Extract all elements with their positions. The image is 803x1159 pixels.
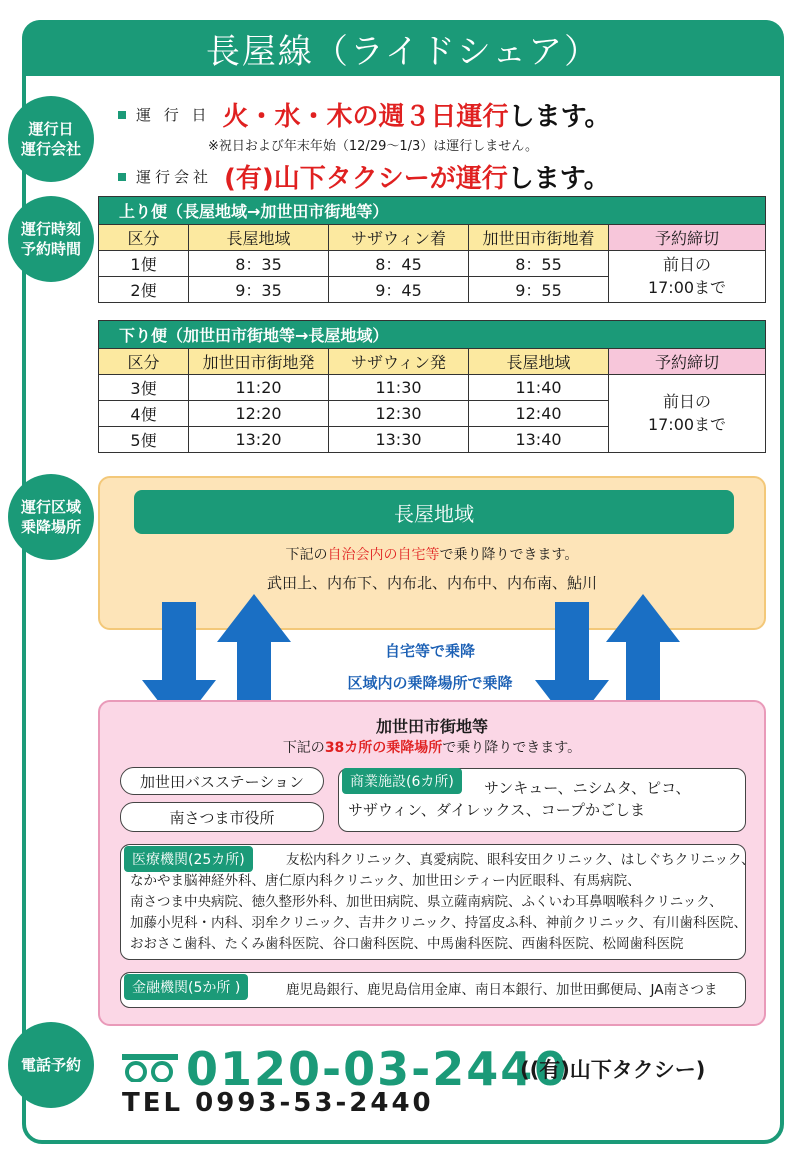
table-header: 加世田市街地発 (189, 349, 329, 375)
badge-times-line2: 予約時間 (20, 240, 81, 258)
table-header: 予約締切 (609, 225, 766, 251)
table-cell: 2便 (99, 277, 189, 303)
city-hall: 南さつま市役所 (120, 802, 324, 832)
day-value-red: 火・水・木の週３日運行 (222, 102, 509, 132)
badge-area-line1: 運行区域 (20, 497, 81, 516)
badge-operation-line2: 運行会社 (20, 140, 81, 158)
freedial-number[interactable]: 0120-03-2440 (186, 1042, 569, 1096)
tel-number: 0993-53-2440 (195, 1088, 434, 1118)
table-cell: 3便 (99, 375, 189, 401)
medical-tag: 医療機関(25カ所) (124, 846, 253, 872)
badge-times-line1: 運行時刻 (20, 219, 81, 238)
freedial-logo-icon (122, 1054, 178, 1082)
badge-operation-line1: 運行日 (28, 119, 74, 138)
holiday-note: ※祝日および年末年始（12/29～1/3）は運行しません。 (208, 139, 539, 154)
table-cell: 12:40 (469, 401, 609, 427)
reserve-line1: 前日の (662, 255, 711, 275)
table-header: サザウィン着 (329, 225, 469, 251)
desc-suffix: で乗り降りできます。 (439, 547, 579, 563)
table-cell: 11:30 (329, 375, 469, 401)
table-header: 予約締切 (609, 349, 766, 375)
table-cell: 11:20 (189, 375, 329, 401)
nagaya-title: 長屋地域 (134, 490, 734, 534)
commercial-tag: 商業施設(6カ所) (342, 768, 462, 794)
table-cell: 11:40 (469, 375, 609, 401)
day-value-black: します。 (508, 102, 611, 132)
table-cell: 8：55 (469, 251, 609, 277)
desc-prefix: 下記の (282, 740, 325, 756)
kaseda-title: 加世田市街地等 (375, 717, 488, 736)
kaseda-desc (98, 737, 766, 757)
phone-company: ((有)山下タクシー) (520, 1058, 706, 1082)
down-table-title: 下り便（加世田市街地等→長屋地域） (99, 321, 766, 349)
medical-line: 加藤小児科・内科、羽牟クリニック、吉井クリニック、持冨皮ふ科、神前クリニック、有川歯科医院、 (130, 915, 747, 931)
reserve-line2: 17:00まで (647, 277, 727, 297)
table-cell: 13:40 (469, 427, 609, 453)
table-cell: 4便 (99, 401, 189, 427)
finance-tag: 金融機関(5か所 ) (124, 974, 248, 1000)
table-cell: 12:20 (189, 401, 329, 427)
table-cell: 9：35 (189, 277, 329, 303)
table-cell: 13:30 (329, 427, 469, 453)
company-value-red: (有)山下タクシーが運行 (224, 164, 508, 194)
company-value-black: します。 (507, 164, 610, 194)
company-label: 運行会社 (136, 168, 213, 186)
table-cell: 8：35 (189, 251, 329, 277)
table-header: 区分 (99, 349, 189, 375)
desc-suffix: で乗り降りできます。 (442, 740, 582, 756)
day-label: 運 行 日 (136, 106, 211, 124)
table-cell: 1便 (99, 251, 189, 277)
middle-line1: 自宅等で乗降 (384, 642, 475, 660)
table-header: サザウィン発 (329, 349, 469, 375)
reserve-line1: 前日の (662, 392, 711, 412)
table-header: 区分 (99, 225, 189, 251)
medical-line: 南さつま中央病院、徳久整形外科、加世田病院、県立薩南病院、ふくいわ耳鼻咽喉科クリニック、 (130, 894, 723, 910)
medical-line: なかやま脳神経外科、唐仁原内科クリニック、加世田シティー内匠眼科、有馬病院、 (130, 873, 641, 889)
table-cell: 8：45 (329, 251, 469, 277)
tel-label: TEL (122, 1088, 184, 1118)
table-cell: 13:20 (189, 427, 329, 453)
table-cell: 9：55 (469, 277, 609, 303)
badge-area-line2: 乗降場所 (20, 518, 81, 536)
reserve-line2: 17:00まで (647, 414, 727, 434)
tel-line[interactable] (122, 1088, 434, 1118)
up-table-title: 上り便（長屋地域→加世田市街地等） (99, 197, 766, 225)
table-cell: 12:30 (329, 401, 469, 427)
commercial-line1: サンキュー、ニシムタ、ピコ、 (484, 779, 691, 797)
badge-phone-line1: 電話予約 (20, 1055, 81, 1074)
table-header: 長屋地域 (189, 225, 329, 251)
medical-line: 友松内科クリニック、真愛病院、眼科安田クリニック、はしぐちクリニック、 (286, 852, 755, 868)
medical-line: おおさこ歯科、たくみ歯科医院、谷口歯科医院、中馬歯科医院、西歯科医院、松岡歯科医院 (130, 936, 684, 952)
page-title: 長屋線（ライドシェア） (22, 20, 784, 76)
desc-red: 自治会内の自宅等 (327, 547, 440, 563)
desc-red: 38カ所の乗降場所 (324, 740, 443, 756)
middle-line2: 区域内の乗降場所で乗降 (347, 674, 513, 692)
table-header: 長屋地域 (469, 349, 609, 375)
table-cell: 5便 (99, 427, 189, 453)
finance-line: 鹿児島銀行、鹿児島信用金庫、南日本銀行、加世田郵便局、JA南さつま (286, 982, 718, 998)
desc-prefix: 下記の (285, 547, 328, 563)
nagaya-areas: 武田上、内布下、内布北、内布中、内布南、鮎川 (266, 574, 597, 592)
table-cell: 9：45 (329, 277, 469, 303)
commercial-line2: サザウィン、ダイレックス、コープかごしま (348, 801, 646, 819)
bus-station: 加世田バスステーション (120, 767, 324, 795)
table-header: 加世田市街地着 (469, 225, 609, 251)
